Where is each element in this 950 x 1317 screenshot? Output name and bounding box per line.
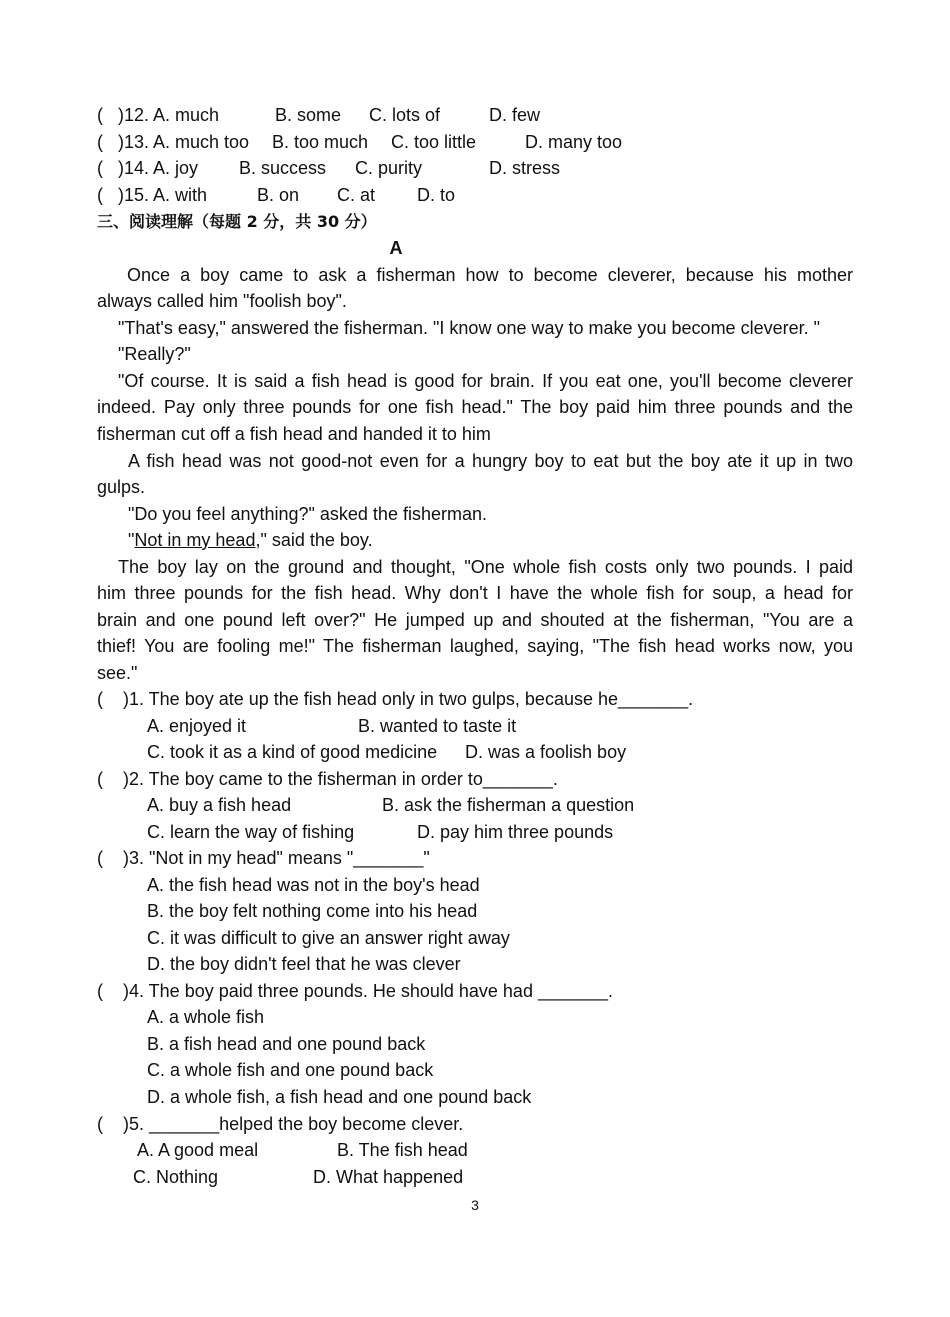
option-c: C. too little bbox=[391, 132, 477, 152]
cloze-number: ( )15. A. with bbox=[97, 185, 208, 205]
question-2-options-row-1 bbox=[147, 792, 635, 818]
passage-title: A bbox=[389, 238, 403, 258]
option-b: B. success bbox=[239, 158, 327, 178]
cloze-number: ( )14. A. joy bbox=[97, 158, 199, 178]
question-2-stem: ( )2. The boy came to the fisherman in order to_______. bbox=[97, 769, 558, 789]
cloze-item-12 bbox=[97, 102, 541, 128]
passage-line: gulps. bbox=[97, 477, 146, 497]
passage-line bbox=[128, 527, 373, 553]
question-3-stem: ( )3. "Not in my head" means "_______" bbox=[97, 848, 430, 868]
option-b: B. some bbox=[275, 105, 342, 125]
passage-line: thief! You are fooling me!" The fisherman laughed, saying, "The fish head works now, you bbox=[97, 636, 853, 656]
underlined-phrase: Not in my head bbox=[134, 530, 256, 550]
passage-line: "Really?" bbox=[118, 344, 191, 364]
option-d: D. the boy didn't feel that he was clever bbox=[147, 954, 461, 974]
section-heading: 三、阅读理解（每题 2 分，共 30 分） bbox=[97, 212, 377, 231]
question-4-stem: ( )4. The boy paid three pounds. He should have had _______. bbox=[97, 981, 614, 1001]
option-d: D. What happened bbox=[313, 1167, 464, 1187]
cloze-number: ( )13. A. much too bbox=[97, 132, 250, 152]
quote-mark: " bbox=[128, 530, 135, 550]
passage-line: fisherman cut off a fish head and handed it to him bbox=[97, 424, 491, 444]
passage-line: indeed. Pay only three pounds for one fish head." The boy paid him three pounds and the bbox=[97, 397, 853, 417]
passage-line: The boy lay on the ground and thought, "One whole fish costs only two pounds. I paid bbox=[118, 557, 853, 577]
option-d: D. was a foolish boy bbox=[465, 742, 627, 762]
cloze-number: ( )12. A. much bbox=[97, 105, 220, 125]
option-c: C. learn the way of fishing bbox=[147, 822, 355, 842]
option-d: D. a whole fish, a fish head and one pound back bbox=[147, 1087, 532, 1107]
passage-line: "Of course. It is said a fish head is good for brain. If you eat one, you'll become cleverer bbox=[118, 371, 853, 391]
question-1-stem: ( )1. The boy ate up the fish head only in two gulps, because he_______. bbox=[97, 689, 694, 709]
option-d: D. to bbox=[417, 185, 456, 205]
option-b: B. a fish head and one pound back bbox=[147, 1034, 426, 1054]
passage-line: him three pounds for the fish head. Why don't I have the whole fish for soup, a head for bbox=[97, 583, 853, 603]
option-b: B. wanted to taste it bbox=[358, 716, 517, 736]
question-1-options-row-1 bbox=[147, 713, 517, 739]
passage-line: Once a boy came to ask a fisherman how to become cleverer, because his mother bbox=[127, 265, 853, 285]
option-a: A. enjoyed it bbox=[147, 716, 247, 736]
option-a: A. buy a fish head bbox=[147, 795, 292, 815]
quote-rest: ," said the boy. bbox=[255, 530, 373, 550]
option-a: A. A good meal bbox=[137, 1140, 259, 1160]
option-a: A. the fish head was not in the boy's head bbox=[147, 875, 480, 895]
option-a: A. a whole fish bbox=[147, 1007, 265, 1027]
passage-line: A fish head was not good-not even for a hungry boy to eat but the boy ate it up in two bbox=[128, 451, 853, 471]
passage-line: always called him "foolish boy". bbox=[97, 291, 347, 311]
passage-line: "Do you feel anything?" asked the fisherman. bbox=[128, 504, 487, 524]
option-d: D. pay him three pounds bbox=[417, 822, 614, 842]
option-b: B. ask the fisherman a question bbox=[382, 795, 635, 815]
question-5-stem: ( )5. _______helped the boy become clever. bbox=[97, 1114, 464, 1134]
cloze-item-15 bbox=[97, 182, 456, 208]
cloze-item-14 bbox=[97, 155, 561, 181]
question-5-options-row-2 bbox=[133, 1164, 464, 1190]
page-number: 3 bbox=[471, 1197, 479, 1213]
option-c: C. Nothing bbox=[133, 1167, 219, 1187]
option-b: B. too much bbox=[272, 132, 369, 152]
passage-line: brain and one pound left over?" He jumped up and shouted at the fisherman, "You are a bbox=[97, 610, 853, 630]
question-2-options-row-2 bbox=[147, 819, 614, 845]
passage-line: "That's easy," answered the fisherman. "I know one way to make you become cleverer. " bbox=[118, 318, 820, 338]
option-b: B. the boy felt nothing come into his head bbox=[147, 901, 478, 921]
option-d: D. few bbox=[489, 105, 541, 125]
option-b: B. The fish head bbox=[337, 1140, 468, 1160]
option-c: C. it was difficult to give an answer right away bbox=[147, 928, 510, 948]
option-d: D. many too bbox=[525, 132, 623, 152]
passage-line: see." bbox=[97, 663, 138, 683]
option-c: C. lots of bbox=[369, 105, 441, 125]
option-c: C. took it as a kind of good medicine bbox=[147, 742, 438, 762]
cloze-item-13 bbox=[97, 129, 623, 155]
option-c: C. a whole fish and one pound back bbox=[147, 1060, 434, 1080]
option-c: C. purity bbox=[355, 158, 423, 178]
option-d: D. stress bbox=[489, 158, 561, 178]
question-5-options-row-1 bbox=[137, 1137, 468, 1163]
option-b: B. on bbox=[257, 185, 300, 205]
option-c: C. at bbox=[337, 185, 376, 205]
question-1-options-row-2 bbox=[147, 739, 627, 765]
